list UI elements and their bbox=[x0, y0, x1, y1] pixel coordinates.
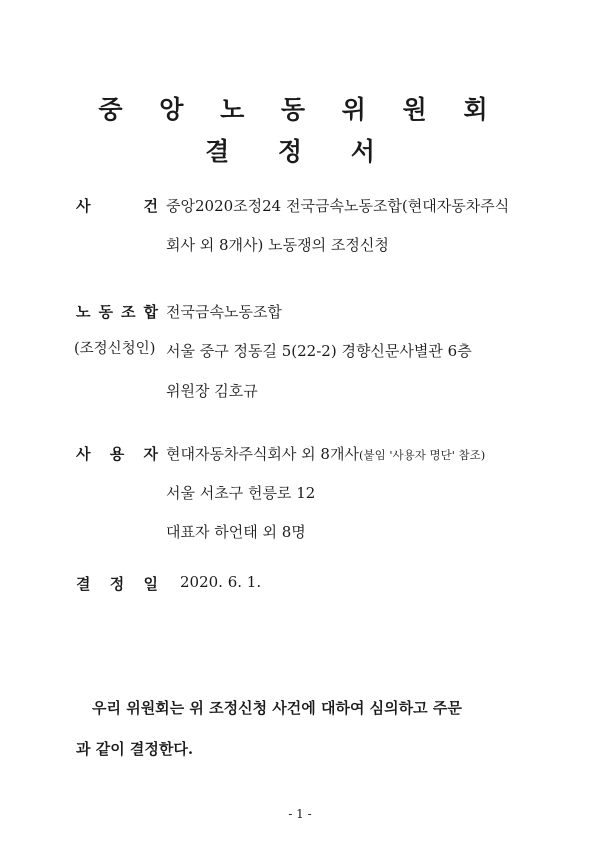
case-line-2: 회사 외 8개사) 노동쟁의 조정신청 bbox=[166, 236, 389, 254]
union-representative: 위원장 김호규 bbox=[166, 382, 258, 400]
closing-line-2: 과 같이 결정한다. bbox=[76, 740, 194, 758]
employer-name-main: 현대자동차주식회사 외 8개사 bbox=[166, 445, 359, 463]
employer-label-char: 자 bbox=[143, 445, 158, 463]
employer-label-char: 용 bbox=[109, 445, 125, 463]
union-address: 서울 중구 정동길 5(22-2) 경향신문사별관 6층 bbox=[166, 342, 472, 360]
union-name: 전국금속노동조합 bbox=[166, 303, 282, 321]
union-label-char: 조 bbox=[121, 303, 136, 321]
page-title: 중 앙 노 동 위 원 회 bbox=[98, 95, 502, 124]
case-label-char: 건 bbox=[143, 197, 158, 215]
decision-date-label-char: 일 bbox=[143, 575, 158, 593]
document-subtitle: 결 정 서 bbox=[205, 137, 395, 166]
case-line-1: 중앙2020조정24 전국금속노동조합(현대자동차주식 bbox=[166, 197, 510, 215]
union-label-char: 동 bbox=[98, 303, 113, 321]
employer-name bbox=[166, 443, 485, 464]
union-sublabel: (조정신청인) bbox=[74, 341, 156, 357]
decision-date-label bbox=[76, 573, 158, 594]
employer-label bbox=[76, 443, 158, 464]
union-label bbox=[76, 301, 158, 322]
closing-line-1: 우리 위원회는 위 조정신청 사건에 대하여 심의하고 주문 bbox=[92, 699, 462, 717]
employer-address: 서울 서초구 헌릉로 12 bbox=[166, 484, 316, 502]
decision-date-label-char: 정 bbox=[109, 575, 125, 593]
decision-date-value: 2020. 6. 1. bbox=[180, 573, 262, 591]
employer-note: (붙임 '사용자 명단' 참조) bbox=[358, 448, 486, 462]
employer-label-char: 사 bbox=[76, 445, 91, 463]
union-label-char: 합 bbox=[143, 303, 158, 321]
case-label bbox=[76, 195, 158, 216]
decision-date-label-char: 결 bbox=[76, 575, 91, 593]
case-label-char: 사 bbox=[76, 197, 91, 215]
union-label-char: 노 bbox=[76, 303, 91, 321]
employer-representative: 대표자 하언태 외 8명 bbox=[166, 523, 306, 541]
page-number: - 1 - bbox=[288, 807, 312, 821]
